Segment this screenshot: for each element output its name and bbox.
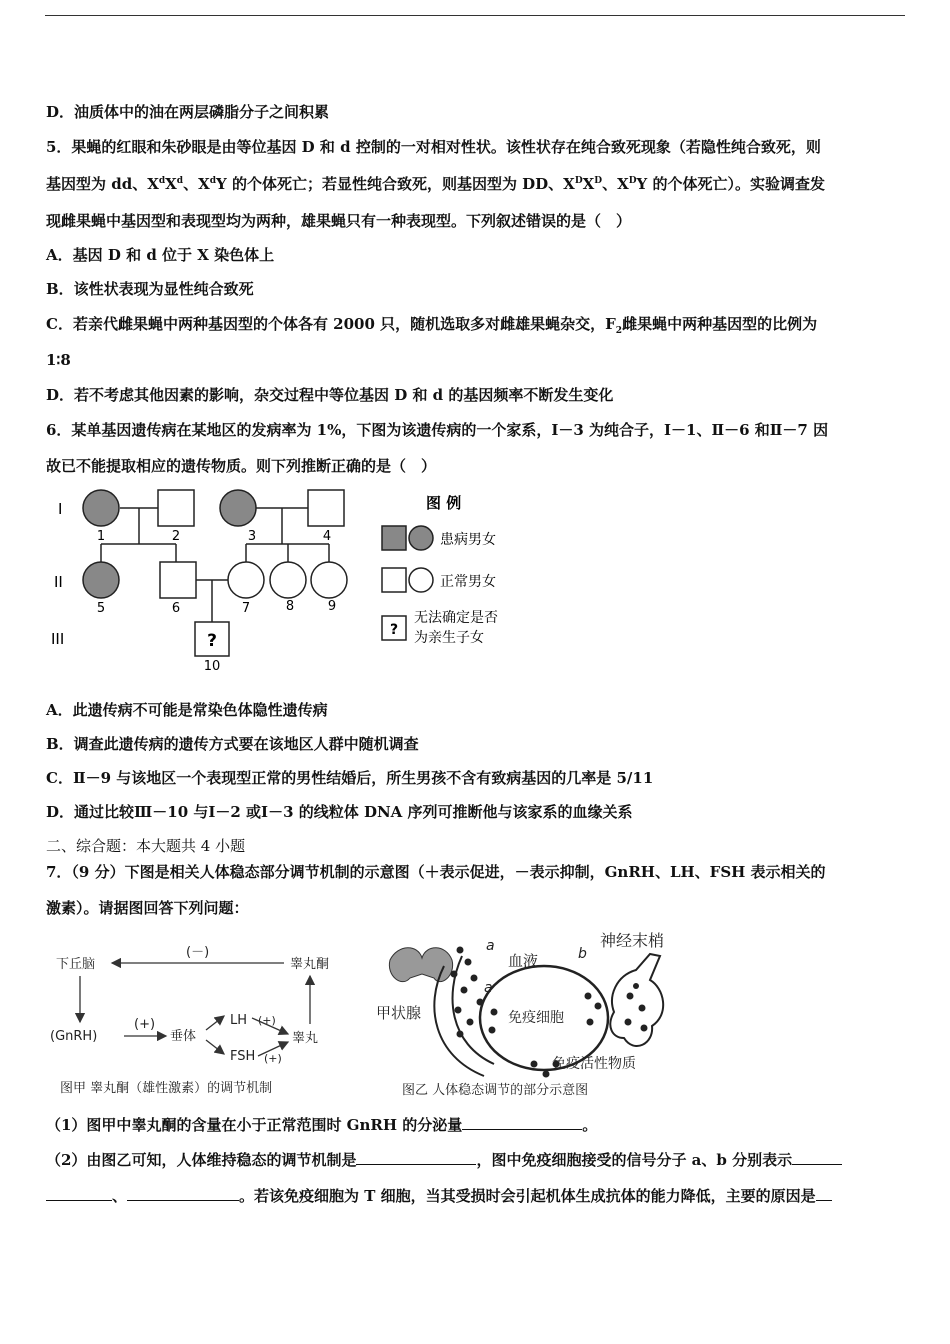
label-b: b	[578, 946, 587, 962]
header-rule	[45, 15, 905, 16]
svg-text:?: ?	[207, 631, 217, 651]
svg-text:7: 7	[241, 601, 251, 616]
label-nerve-ending: 神经末梢	[600, 931, 665, 950]
section-2-heading: 二、综合题：本大题共 4 小题	[46, 837, 246, 855]
label-gnrh: (GnRH)	[50, 1029, 98, 1044]
legend-unknown-2: 为亲生子女	[414, 630, 484, 646]
svg-text:?: ?	[389, 622, 399, 638]
svg-text:9: 9	[327, 599, 337, 614]
q6-option-a: A．此遗传病不可能是常染色体隐性遗传病	[46, 701, 328, 719]
sup-d: d	[158, 176, 166, 186]
label-lh: LH	[230, 1013, 248, 1028]
q7-sub2: （2）由图乙可知，人体维持稳态的调节机制是 ，图中免疫细胞接受的信号分子 a、b 分别表示	[46, 1150, 842, 1170]
pedigree-figure	[46, 484, 536, 684]
label-pituitary: 垂体	[170, 1029, 197, 1044]
q5-option-c: C．若亲代雌果蝇中两种基因型的个体各有 2000 只，随机选取多对雌雄果蝇杂交，$F_2$雌果蝇中两种基因型的比例为	[46, 315, 818, 336]
q6-option-c: C．Ⅱ－9 与该地区一个表现型正常的男性结婚后，所生男孩不含有致病基因的几率是 5/11	[46, 769, 654, 787]
q6-option-b: B．调查此遗传病的遗传方式要在该地区人群中随机调查	[46, 735, 419, 753]
q5-stem-line3: 现雌果蝇中基因型和表现型均为两种，雄果蝇只有一种表现型。下列叙述错误的是（ ）	[46, 212, 632, 230]
svg-text:2: 2	[171, 529, 181, 544]
sup-D: D	[628, 176, 637, 186]
legend-affected: 患病男女	[440, 532, 496, 548]
svg-text:6: 6	[171, 601, 181, 616]
gen-label-III: III	[51, 630, 65, 648]
individual-I2	[158, 490, 194, 526]
individual-I1	[83, 490, 119, 526]
label-fsh: FSH	[230, 1049, 256, 1064]
individual-II8	[270, 562, 306, 598]
label-inhibit: (－)	[186, 945, 210, 960]
answer-blank-2[interactable]	[356, 1150, 476, 1165]
label-immune-cell: 免疫细胞	[508, 1010, 564, 1026]
label-testis: 睾丸	[292, 1031, 319, 1046]
q5-option-c-ratio: 1∶8	[46, 351, 71, 369]
sup-D: D	[574, 176, 583, 186]
q7-stem-line2: 激素）。请据图回答下列问题：	[46, 899, 249, 917]
individual-II9	[311, 562, 347, 598]
q6-option-d: D．通过比较Ⅲ－10 与Ⅰ－2 或Ⅰ－3 的线粒体 DNA 序列可推断他与该家系的血缘关系	[46, 803, 633, 821]
label-hypothalamus: 下丘脑	[56, 957, 96, 972]
caption-figure-b: 图乙 人体稳态调节的部分示意图	[402, 1083, 589, 1098]
answer-blank-4[interactable]	[127, 1186, 239, 1201]
answer-blank-3b[interactable]	[46, 1186, 112, 1201]
q6-stem-line1: 6．某单基因遗传病在某地区的发病率为 1%，下图为该遗传病的一个家系，Ⅰ－3 为纯合子，Ⅰ－1、Ⅱ－6 和Ⅱ－7 因	[46, 421, 829, 439]
q6-stem-line2: 故已不能提取相应的遗传物质。则下列推断正确的是（ ）	[46, 457, 437, 475]
svg-text:(+): (+)	[258, 1014, 276, 1027]
gen-label-I: I	[58, 500, 63, 518]
q5-option-d: D．若不考虑其他因素的影响，杂交过程中等位基因 D 和 d 的基因频率不断发生变化	[46, 386, 614, 404]
caption-figure-a: 图甲 睾丸酮（雄性激素）的调节机制	[60, 1081, 273, 1096]
legend-normal: 正常男女	[440, 574, 496, 590]
svg-text:10: 10	[203, 659, 221, 674]
figure-a	[46, 930, 356, 1100]
legend-title: 图 例	[426, 494, 462, 512]
q7-sub2-cont: 、 。若该免疫细胞为 T 细胞，当其受损时会引起机体生成抗体的能力降低，主要的原因是	[46, 1186, 832, 1206]
svg-text:5: 5	[96, 601, 106, 616]
sup-d: d	[176, 176, 184, 186]
sup-D: D	[594, 176, 603, 186]
label-plus-1: (+)	[134, 1017, 156, 1032]
svg-text:1: 1	[96, 529, 106, 544]
legend-unknown-1: 无法确定是否	[414, 610, 498, 626]
answer-blank-5[interactable]	[816, 1186, 832, 1201]
sup-d: d	[209, 176, 217, 186]
individual-I3	[220, 490, 256, 526]
label-a-1: a	[486, 938, 495, 954]
thyroid-icon	[389, 948, 452, 982]
answer-blank-3[interactable]	[792, 1150, 842, 1165]
svg-text:(+): (+)	[264, 1052, 282, 1065]
individual-II5	[83, 562, 119, 598]
label-immune-substance: 免疫活性物质	[552, 1056, 636, 1072]
individual-I4	[308, 490, 344, 526]
label-a-2: a	[484, 980, 493, 996]
nerve-ending-icon	[610, 954, 663, 1046]
svg-text:8: 8	[285, 599, 295, 614]
figure-b	[374, 926, 694, 1102]
label-thyroid: 甲状腺	[376, 1004, 422, 1022]
q4-option-d: D．油质体中的油在两层磷脂分子之间积累	[46, 103, 330, 121]
q5-option-b: B．该性状表现为显性纯合致死	[46, 280, 254, 298]
label-blood: 血液	[508, 952, 539, 970]
q5-option-a: A．基因 D 和 d 位于 X 染色体上	[46, 246, 275, 264]
q7-sub1: （1）图甲中睾丸酮的含量在小于正常范围时 GnRH 的分泌量 。	[46, 1116, 598, 1134]
q7-stem-line1: 7．（9 分）下图是相关人体稳态部分调节机制的示意图（＋表示促进，－表示抑制，GnRH、LH、FSH 表示相关的	[46, 863, 826, 881]
q5-stem-line1: 5．果蝇的红眼和朱砂眼是由等位基因 D 和 d 控制的一对相对性状。该性状存在纯合致死现象（若隐性纯合致死，则	[46, 138, 821, 156]
svg-text:4: 4	[322, 529, 332, 544]
label-testosterone: 睾丸酮	[290, 957, 330, 972]
gen-label-II: II	[54, 573, 63, 591]
q5-stem-line2: 基因型为 dd、$X^dX^d$、$X^dY$ 的个体死亡；若显性纯合致死，则基因型为 DD、$X^DX^D$、$X^DY$ 的个体死亡）。实验调查发	[46, 175, 825, 193]
answer-blank-1[interactable]	[462, 1115, 582, 1130]
individual-II7	[228, 562, 264, 598]
svg-text:3: 3	[247, 529, 257, 544]
individual-II6	[160, 562, 196, 598]
